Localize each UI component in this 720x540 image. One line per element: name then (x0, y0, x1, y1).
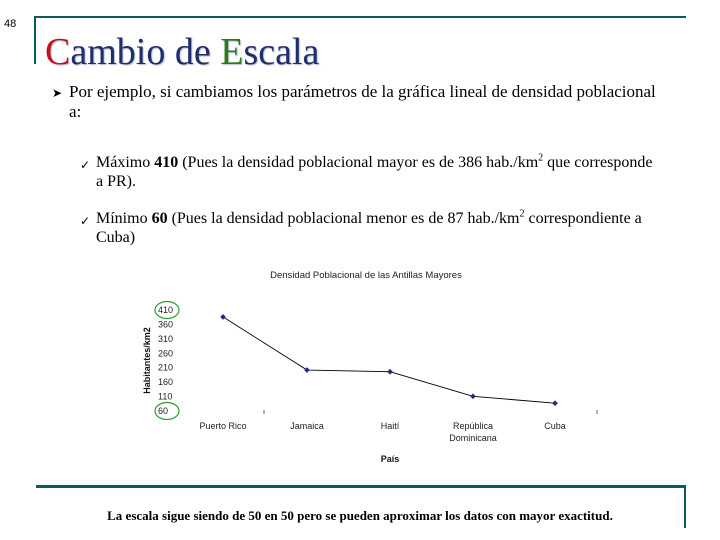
slide-number: 48 (4, 18, 17, 30)
data-point (470, 393, 476, 399)
max-item-pre: Máximo (96, 154, 155, 171)
max-item-text: (Pues la densidad poblacional mayor es de 386 hab./km (178, 154, 539, 171)
data-point (552, 400, 558, 406)
max-item-sup: 2 (538, 152, 544, 164)
checkmark-icon: ✓ (80, 158, 91, 172)
y-tick-label: 210 (158, 362, 174, 373)
y-tick-label: 310 (158, 333, 174, 344)
title-part-2: scala (243, 31, 320, 73)
max-item (96, 153, 656, 191)
chart-title: Densidad Poblacional de las Antillas Mayores (270, 270, 462, 281)
frame-bottom-rule (36, 485, 686, 488)
x-tick-label: Puerto Rico (199, 421, 247, 431)
chart-x-label: País (380, 454, 400, 464)
data-point (220, 314, 226, 320)
footnote: La escala sigue siendo de 50 en 50 pero se pueden aproximar los datos con mayor exactitud. (107, 508, 613, 523)
slide-title (45, 30, 319, 74)
min-item-pre: Mínimo (96, 210, 152, 227)
y-tick-label: 260 (158, 348, 174, 359)
data-point (304, 367, 310, 373)
title-initial-c: C (45, 31, 71, 73)
chart-y-label: Habitantes/km2 (142, 327, 152, 394)
y-tick-label: 110 (158, 391, 173, 402)
x-tick-label: Haití (380, 421, 400, 431)
intro-text: Por ejemplo, si cambiamos los parámetros de la gráfica lineal de densidad poblacional a: (69, 82, 656, 121)
title-part-1: ambio de (70, 31, 221, 73)
x-tick-label: República Dominicana (449, 421, 497, 443)
population-density-chart (130, 262, 610, 472)
data-point (387, 369, 393, 375)
y-tick-label: 60 (158, 406, 169, 416)
min-item-value: 60 (151, 210, 168, 227)
arrow-bullet-icon: ➤ (52, 86, 63, 100)
x-tick-label: Jamaica (290, 421, 324, 431)
frame-top-rule (34, 16, 686, 18)
frame-left-rule (34, 16, 36, 64)
checkmark-icon: ✓ (80, 214, 91, 228)
min-item-text-end: correspondiente a Cuba) (96, 210, 642, 246)
series-line (223, 317, 555, 403)
y-tick-label: 410 (158, 305, 174, 315)
y-tick-label: 160 (158, 377, 174, 388)
title-initial-e: E (220, 31, 244, 73)
max-item-value: 410 (154, 154, 179, 171)
max-item-text-end: que corresponde a PR). (96, 154, 653, 190)
y-tick-label: 360 (158, 319, 174, 330)
min-item-sup: 2 (519, 208, 525, 220)
x-tick-label: Cuba (544, 421, 566, 431)
min-item-text: (Pues la densidad poblacional menor es de 87 hab./km (167, 210, 520, 227)
min-item (96, 209, 656, 247)
